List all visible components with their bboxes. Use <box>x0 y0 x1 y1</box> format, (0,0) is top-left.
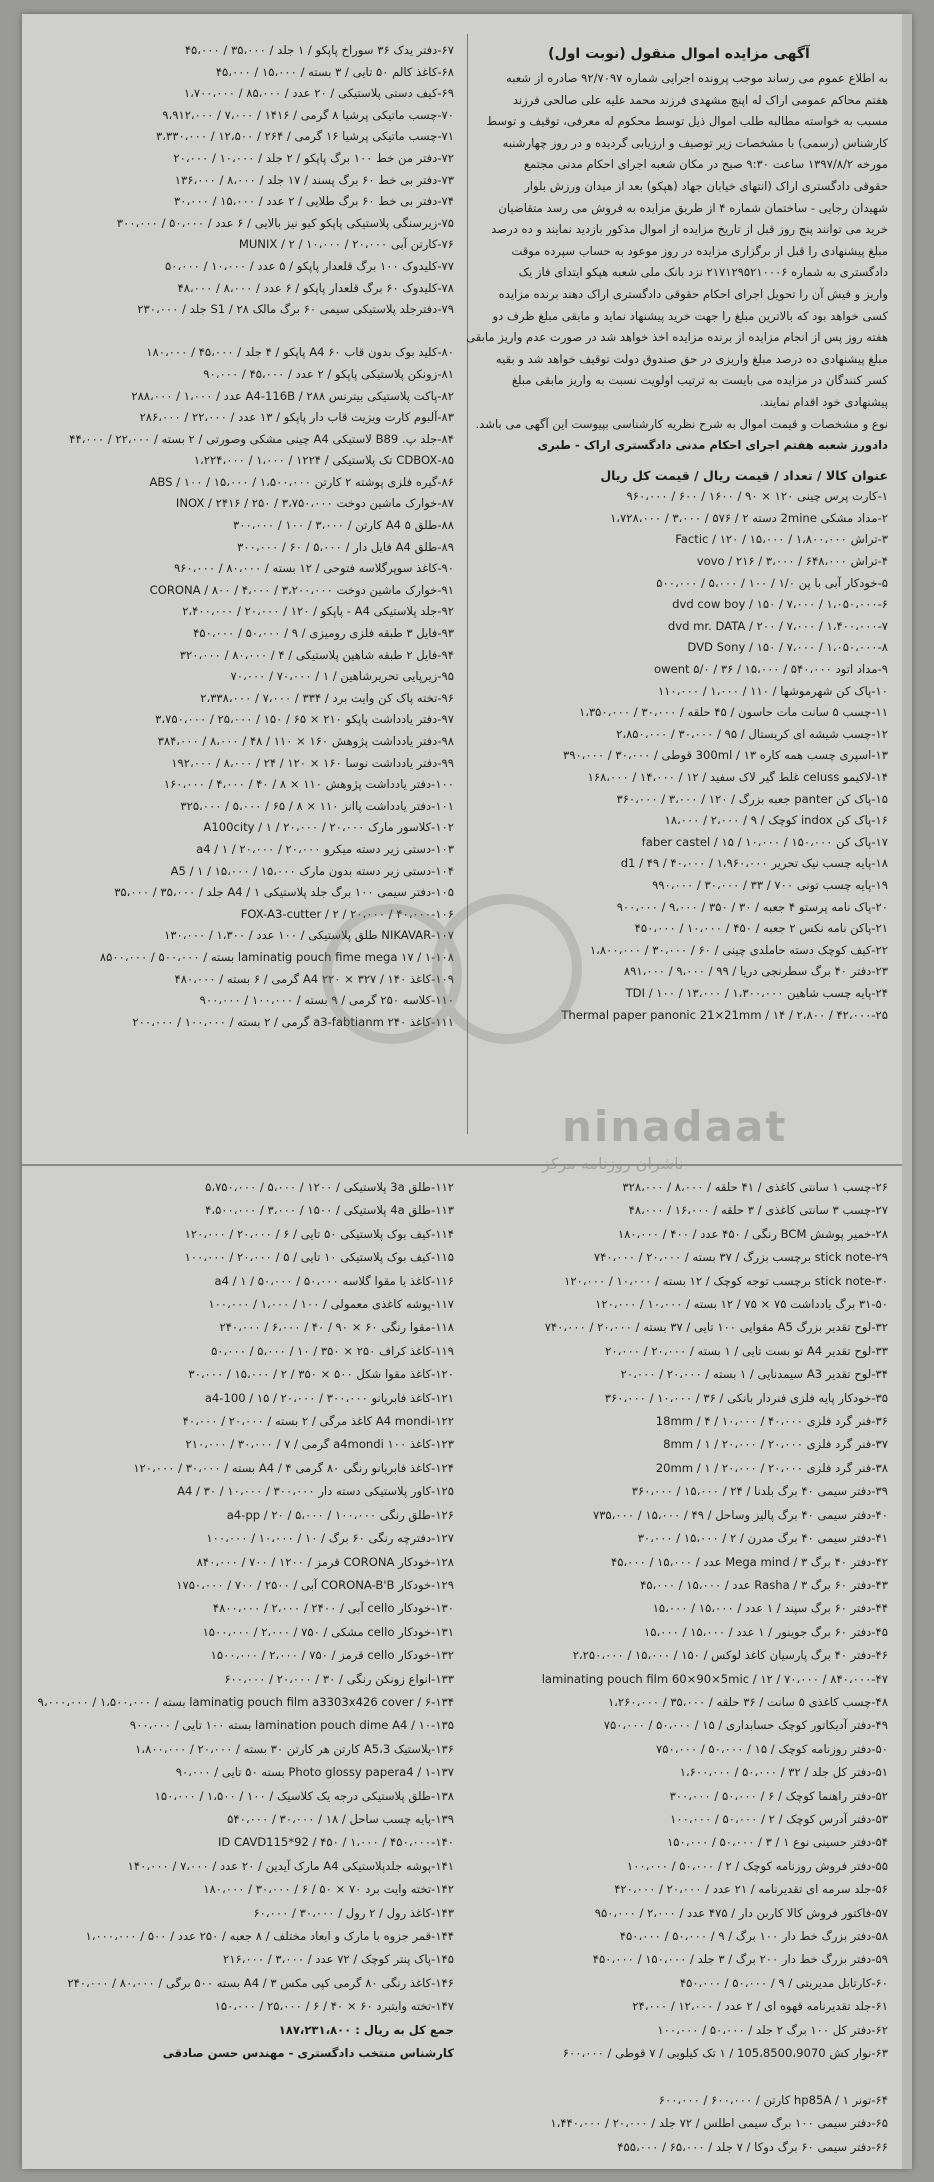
item-row: ۷-dvd mr. DATA / ۲۰۰ / ۷،۰۰۰ / ۱،۴۰۰،۰۰۰ <box>667 618 888 633</box>
notice-line: نوع و مشخصات و قیمت اموال به شرح نظریه کارشناسی بپیوست این آگهی می باشد. <box>475 416 888 431</box>
item-row: ۲۴-پایه چسب شاهین TDI / ۱۰۰ / ۱۳،۰۰۰ / ۱،۳۰۰،۰۰۰ <box>625 985 888 1000</box>
item-row: ۱۲۵-کاور پلاستیکی دسته دار A4 / ۳۰ / ۱۰،۰۰۰ / ۳۰۰،۰۰۰ <box>177 1484 454 1499</box>
item-row: ۱۵-پاک کن panter جعبه بزرگ / ۱۲۰ / ۳،۰۰۰ / ۳۶۰،۰۰۰ <box>616 791 888 806</box>
item-row: ۱۲۸-خودکار CORONA قرمز / ۱۲۰۰ / ۷۰۰ / ۸۴۰،۰۰۰ <box>196 1554 454 1569</box>
item-row: ۳۱-۵۰ برگ یادداشت ۷۵ × ۷۵ / ۱۲ بسته / ۱۰،۰۰۰ / ۱۲۰،۰۰۰ <box>595 1297 888 1312</box>
item-row: ۶۲-دفتر کل ۱۰۰ برگ ۲ جلد / ۵۰،۰۰۰ / ۱۰۰،۰۰۰ <box>657 2022 888 2037</box>
item-row: ۹۳-فایل ۳ طبقه فلزی رومیزی / ۹ / ۵۰،۰۰۰ / ۴۵۰،۰۰۰ <box>193 626 454 641</box>
item-row: ۳۳-لوح تقدیر A4 تو بست تایی / ۱ بسته / ۲۰،۰۰۰ / ۲۰،۰۰۰ <box>605 1343 888 1358</box>
item-row: ۲۶-چسب ۱ سانتی کاغذی / ۴۱ حلقه / ۸،۰۰۰ / ۳۲۸،۰۰۰ <box>622 1180 888 1194</box>
item-row: ۱۴۴-قمر جزوه با مارک و ابعاد مختلف / ۸ جعبه / ۲۵۰ عدد / ۵۰۰ / ۱،۰۰۰،۰۰۰ <box>85 1929 454 1943</box>
item-row: ۱۲۹-خودکار CORONA-B'B آبی / ۲۵۰۰ / ۷۰۰ / ۱۷۵۰،۰۰۰ <box>176 1577 454 1592</box>
notice-title: آگهی مزایده اموال منقول (نوبت اول) <box>548 46 810 62</box>
item-row: ۹۶-تخته پاک کن وایت برد / ۳۳۴ / ۷،۰۰۰ / ۲،۳۳۸،۰۰۰ <box>200 690 454 705</box>
item-row: ۸۶-گیره فلزی پوشته ۲ کارتن ABS / ۱۰۰ / ۱۵،۰۰۰ / ۱،۵۰۰،۰۰۰ <box>149 474 454 489</box>
notice-line: به اطلاع عموم می رساند موجب پرونده اجرایی شماره ۹۲/۷۰۹۷ صادره از شعبه <box>506 71 888 85</box>
notice-line: مسبب به خواسته مطالبه طلب اموال ذیل توسط محکوم له معرفی، توقیف و توسط <box>486 114 888 129</box>
item-row: ۲۸-خمیر پوشش BCM رنگی / ۴۵۰ عدد / ۴۰۰ / ۱۸۰،۰۰۰ <box>617 1226 888 1241</box>
item-row: ۱۰۷-NIKAVAR طلق پلاستیکی / ۱۰۰ عدد / ۱،۳۰۰ / ۱۳۰،۰۰۰ <box>164 928 454 943</box>
item-row: ۱۰۴-دستی زیر دسته بدون مارک A5 / ۱ / ۱۵،۰۰۰ / ۱۵،۰۰۰ <box>170 863 454 878</box>
item-row: ۱۴۰-ID CAVD115*92 / ۴۵۰ / ۱،۰۰۰ / ۴۵۰،۰۰۰ <box>218 1835 454 1850</box>
item-row: ۴-تراش vovo / ۲۱۶ / ۳،۰۰۰ / ۶۴۸،۰۰۰ <box>696 554 888 569</box>
item-row: ۹۰-کاغذ سوپرگلاسه فتوحی / ۱۲ بسته / ۸۰،۰۰۰ / ۹۶۰،۰۰۰ <box>173 561 454 576</box>
notice-line: مبلغ پیشنهادی ده درصد مبلغ واریزی در حق صندوق دولت توقیف خواهد شد و بقیه <box>495 351 888 366</box>
item-row: ۵-خودکار آبی با پن ۱/۰ / ۱۰۰ / ۵،۰۰۰ / ۵۰۰،۰۰۰ <box>656 575 888 590</box>
item-row: ۸۸-طلق A4 ۵ کارتن / ۳،۰۰۰ / ۱۰۰ / ۳۰۰،۰۰۰ <box>233 518 454 533</box>
item-row: ۱۱۹-کاغذ کراف ۲۵۰ × ۳۵۰ / ۱۰ / ۵،۰۰۰ / ۵۰،۰۰۰ <box>211 1343 454 1358</box>
item-row: ۱۰۳-دستی زیر دسته میکرو a4 / ۱ / ۲۰،۰۰۰ / ۲۰،۰۰۰ <box>196 841 454 856</box>
item-row <box>46 321 454 343</box>
watermark-subtext: ناشران روزنامه مرکز <box>542 1154 684 1173</box>
item-row: ۱۴-لاکیمو celuss غلط گیر لاک سفید / ۱۲ / ۱۴،۰۰۰ / ۱۶۸،۰۰۰ <box>587 770 888 784</box>
item-row: ۵۵-دفتر فروش روزنامه کوچک / ۲ / ۵۰،۰۰۰ / ۱۰۰،۰۰۰ <box>626 1858 888 1873</box>
notice-column <box>466 40 888 1026</box>
item-row: ۵۸-دفتر بزرگ خط دار ۱۰۰ برگ / ۹ / ۵۰،۰۰۰ / ۴۵۰،۰۰۰ <box>619 1929 888 1943</box>
item-row: ۱۳-اسپری چسب همه کاره 300ml / ۱۳ قوطی / ۳۰،۰۰۰ / ۳۹۰،۰۰۰ <box>563 748 888 763</box>
items-list-left-bottom <box>37 1176 454 2019</box>
item-row: ۵۰-دفتر روزنامه کوچک / ۱۵ / ۵۰،۰۰۰ / ۷۵۰،۰۰۰ <box>656 1741 888 1756</box>
item-row: ۴۴-دفتر ۶۰ برگ سپند / ۱ عدد / ۱۵،۰۰۰ / ۱۵،۰۰۰ <box>652 1601 888 1616</box>
notice-line: هفته روز پس از انجام مزایده از برنده مزایده اخذ خواهد شد در صورت عدم واریز مابقی <box>466 330 888 345</box>
item-row: ۸۴-جلد پ. B89 لاستیکی A4 چینی مشکی وصورتی / ۲ بسته / ۲۲،۰۰۰ / ۴۴،۰۰۰ <box>69 431 454 446</box>
item-row: ۲۱-پاکن نامه نکس ۲ جعبه / ۴۵۰ / ۱۰،۰۰۰ / ۴۵۰،۰۰۰ <box>634 921 888 936</box>
item-row: ۹۸-دفتر یادداشت پژوهش ۱۶۰ × ۱۱۰ / ۴۸ / ۸،۰۰۰ / ۳۸۴،۰۰۰ <box>157 734 454 748</box>
item-row: ۸۵-CDBOX تک پلاستیکی / ۱۲۲۴ / ۱،۰۰۰ / ۱،۲۲۴،۰۰۰ <box>193 453 454 468</box>
notice-body <box>466 68 888 435</box>
item-row: ۱۴۱-پوشه جلدپلاستیکی A4 مارک آیدین / ۲۰ عدد / ۷،۰۰۰ / ۱۴۰،۰۰۰ <box>127 1858 454 1873</box>
items-list-right-bottom <box>470 1176 888 2159</box>
item-row: ۳-تراش Factic / ۱۲۰ / ۱۵،۰۰۰ / ۱،۸۰۰،۰۰۰ <box>675 532 888 547</box>
item-row: ۳۸-فنر گرد فلزی 20mm / ۱ / ۲۰،۰۰۰ / ۲۰،۰۰۰ <box>655 1460 888 1475</box>
item-row: ۶۹-کیف دستی پلاستیکی / ۲۰ عدد / ۸۵،۰۰۰ / ۱،۷۰۰،۰۰۰ <box>183 86 454 101</box>
item-row: ۳۲-لوح تقدیر بزرگ A5 مقوایی ۱۰۰ تایی / ۳۷ بسته / ۲۰،۰۰۰ / ۷۴۰،۰۰۰ <box>544 1320 888 1335</box>
item-row: ۹۹-دفتر یادداشت نوسا ۱۶۰ × ۱۲۰ / ۲۴ / ۸،۰۰۰ / ۱۹۲،۰۰۰ <box>171 755 454 770</box>
item-row: ۱۱۳-طلق 4a پلاستیکی / ۱۵۰۰ / ۳،۰۰۰ / ۴،۵۰۰،۰۰۰ <box>205 1203 454 1218</box>
item-row: ۱۱۶-کاغذ یا مقوا گلاسه a4 / ۱ / ۵۰،۰۰۰ / ۵۰،۰۰۰ <box>214 1273 454 1288</box>
item-row: ۹۷-دفتر یادداشت پاپکو ۲۱۰ × ۶۵ / ۱۵۰ / ۲۵،۰۰۰ / ۳،۷۵۰،۰۰۰ <box>155 712 454 727</box>
item-row: ۱۲۰-کاغذ مقوا شکل ۵۰۰ × ۳۵۰ / ۲ / ۱۵،۰۰۰ / ۳۰،۰۰۰ <box>188 1367 454 1382</box>
item-row: ۱۰۶-FOX-A3-cutter / ۲ / ۲۰،۰۰۰ / ۴۰،۰۰۰ <box>240 906 454 921</box>
item-row: ۱۰۸-laminatig pouch fime mega ۱۷ / ۱ بسته / ۵۰۰،۰۰۰ / ۸۵۰۰،۰۰۰ <box>99 949 454 964</box>
item-row: ۱۳۷-Photo glossy papera4 / ۱ بسته ۵۰ تایی / ۹۰،۰۰۰ <box>175 1765 454 1780</box>
item-row: ۵۱-دفتر کل جلد / ۳۲ / ۵۰،۰۰۰ / ۱،۶۰۰،۰۰۰ <box>679 1765 888 1780</box>
item-row: ۱۱۱-کاغذ a3-fabtianm ۲۴۰ گرمی / ۲ بسته / ۱۰۰،۰۰۰ / ۲۰۰،۰۰۰ <box>132 1014 454 1029</box>
item-row: ۲۵-Thermal paper panonic 21×21mm / ۱۴ / ۲،۸۰۰ / ۴۲،۰۰۰ <box>561 1007 888 1022</box>
item-row: ۳۰-stick note برچسب توجه کوچک / ۱۲ بسته / ۱۰،۰۰۰ / ۱۲۰،۰۰۰ <box>564 1273 888 1288</box>
item-row: ۴۸-چسب کاغذی ۵ سانت / ۳۶ حلقه / ۳۵،۰۰۰ / ۱،۲۶۰،۰۰۰ <box>607 1694 888 1709</box>
item-row: ۱۰-پاک کن شهرموشها / ۱۱۰ / ۱،۰۰۰ / ۱۱۰،۰۰۰ <box>657 683 888 698</box>
item-row: ۱۱۲-طلق 3a پلاستیکی / ۱۲۰۰ / ۵،۰۰۰ / ۵،۷۵۰،۰۰۰ <box>205 1180 454 1194</box>
item-row: ۱۲۷-دفترچه رنگی ۶۰ برگ / ۱۰ / ۱۰،۰۰۰ / ۱۰۰،۰۰۰ <box>206 1531 454 1546</box>
notice-line: واریز و فیش آن را تحویل اجرای احکام حقوقی دادگستری اراک دهند برنده مزایده <box>498 286 888 301</box>
items-column-right-bottom <box>470 1176 888 2159</box>
item-row: ۱۷-پاک کن faber castel / ۱۵ / ۱۰،۰۰۰ / ۱۵۰،۰۰۰ <box>641 834 888 849</box>
item-row: ۸۲-پاکت پلاستیکی بیترنس A4-116B / ۲۸۸ عدد / ۱،۰۰۰ / ۲۸۸،۰۰۰ <box>131 388 454 403</box>
item-row: ۱۰۱-دفتر یادداشت پاانز ۱۱۰ × ۸ / ۶۵ / ۵،۰۰۰ / ۳۲۵،۰۰۰ <box>180 798 454 813</box>
item-row: ۱۴۷-تخته وایتبرد ۶۰ × ۴۰ / ۶ / ۲۵،۰۰۰ / ۱۵۰،۰۰۰ <box>214 1999 454 2014</box>
item-row: ۴۹-دفتر آدیکاتور کوچک حسابداری / ۱۵ / ۵۰،۰۰۰ / ۷۵۰،۰۰۰ <box>603 1718 888 1733</box>
total-amount: جمع کل به ریال : ۱۸۷،۲۳۱،۸۰۰ <box>278 2022 454 2037</box>
item-row: ۲۹-stick note برچسب بزرگ / ۳۷ بسته / ۲۰،۰۰۰ / ۷۴۰،۰۰۰ <box>593 1250 888 1265</box>
item-row: ۶۳-نوار کش 105،8500،9070 / ۱ تک کیلویی / ۷ قوطی / ۶۰۰،۰۰۰ <box>562 2046 888 2061</box>
item-row: ۲۲-کیف کوچک دسته حاملدی چینی / ۶۰ / ۳۰،۰۰۰ / ۱،۸۰۰،۰۰۰ <box>589 942 888 957</box>
item-row: ۱۳۸-طلق پلاستیکی درجه یک کلاسیک / ۱۰۰ / ۱،۵۰۰ / ۱۵۰،۰۰۰ <box>154 1788 454 1803</box>
item-row: ۳۵-خودکار پایه فلزی فنردار بانکی / ۳۶ / ۱۰،۰۰۰ / ۳۶۰،۰۰۰ <box>604 1390 888 1405</box>
item-row: ۷۹-دفترجلد پلاستیکی سیمی ۶۰ برگ مالک S1 / ۲۸ جلد / ۲۳۰،۰۰۰ <box>137 302 454 317</box>
item-row: ۳۶-فنر گرد فلزی 18mm / ۴ / ۱۰،۰۰۰ / ۴۰،۰۰۰ <box>655 1414 888 1429</box>
item-row: ۵۴-دفتر حسینی نوع ۱ / ۳ / ۵۰،۰۰۰ / ۱۵۰،۰۰۰ <box>667 1835 888 1850</box>
notice-line: حقوقی دادگستری اراک (انتهای خیابان جهاد (هپکو) بعد از میدان ورزش بلوار <box>524 178 888 193</box>
item-row: ۱۲۲-A4 mondi کاغذ مرگی / ۲ بسته / ۲۰،۰۰۰ / ۴۰،۰۰۰ <box>182 1414 454 1429</box>
item-row: ۱۸-پایه چسب نیک تحریر d1 / ۴۹ / ۴۰،۰۰۰ / ۱،۹۶۰،۰۰۰ <box>620 856 888 871</box>
item-row: ۷۰-چسب ماتیکی پرشیا ۸ گرمی / ۱۴۱۶ / ۷،۰۰۰ / ۹،۹۱۲،۰۰۰ <box>162 107 454 122</box>
item-row: ۹۴-فایل ۲ طبقه شاهین پلاستیکی / ۴ / ۸۰،۰۰۰ / ۳۲۰،۰۰۰ <box>179 647 454 662</box>
item-row: ۲۷-چسب ۳ سانتی کاغذی / ۳ حلقه / ۱۶،۰۰۰ / ۴۸،۰۰۰ <box>628 1203 888 1218</box>
item-row: ۴۷-laminating pouch film 60×90×5mic / ۱۲ / ۷۰،۰۰۰ / ۸۴۰،۰۰۰ <box>541 1671 888 1686</box>
notice-line: کارشناس (رسمی) با مشخصات زیر توصیف و ارزیابی گردیده و در روز چهارشنبه <box>502 135 888 150</box>
item-row: ۱۰۰-دفتر یادداشت پژوهش ۱۱۰ × ۸ / ۴۰ / ۴،۰۰۰ / ۱۶۰،۰۰۰ <box>163 777 454 792</box>
item-row: ۹۲-جلد پلاستیکی A4 - پاپکو / ۱۲۰ / ۲۰،۰۰۰ / ۲،۴۰۰،۰۰۰ <box>182 604 454 619</box>
item-row: ۸۳-آلبوم کارت ویزیت قاب دار پاپکو / ۱۳ عدد / ۲۲،۰۰۰ / ۲۸۶،۰۰۰ <box>139 410 454 425</box>
item-row: ۸۷-خوارک ماشین دوخت INOX / ۲۴۱۶ / ۲۵۰ / ۳،۷۵۰،۰۰۰ <box>175 496 454 511</box>
item-row: ۱۴۲-تخته وایت برد ۷۰ × ۵۰ / ۶ / ۳۰،۰۰۰ / ۱۸۰،۰۰۰ <box>203 1882 454 1897</box>
item-row: ۸۱-زونکن پلاستیکی پاپکو / ۲ عدد / ۴۵،۰۰۰ / ۹۰،۰۰۰ <box>203 366 454 381</box>
item-row: ۹۱-خوارک ماشین دوخت CORONA / ۸۰۰ / ۴،۰۰۰ / ۳،۲۰۰،۰۰۰ <box>149 582 454 597</box>
item-row: ۳۹-دفتر سیمی ۴۰ برگ بلدنا / ۲۴ / ۱۵،۰۰۰ / ۳۶۰،۰۰۰ <box>631 1484 888 1499</box>
item-row: ۵۲-دفتر راهنما کوچک / ۶ / ۵۰،۰۰۰ / ۳۰۰،۰۰۰ <box>669 1788 888 1803</box>
item-row: ۴۳-دفتر ۶۰ برگ Rasha / ۳ عدد / ۱۵،۰۰۰ / ۴۵،۰۰۰ <box>640 1577 888 1592</box>
item-row: ۱۱-چسب ۵ سانت مات حاسون / ۴۵ حلقه / ۳۰،۰۰۰ / ۱،۳۵۰،۰۰۰ <box>578 705 888 720</box>
item-row: ۷۷-کلیدوک ۱۰۰ برگ قلعدار پاپکو / ۵ عدد / ۱۰،۰۰۰ / ۵۰،۰۰۰ <box>165 258 454 273</box>
item-row: ۶۰-کارتابل مدیریتی / ۹ / ۵۰،۰۰۰ / ۴۵۰،۰۰۰ <box>679 1975 888 1990</box>
item-row: ۵۹-دفتر بزرگ خط دار ۲۰۰ برگ / ۳ جلد / ۱۵۰،۰۰۰ / ۴۵۰،۰۰۰ <box>592 1952 888 1967</box>
item-row: ۵۶-جلد سرمه ای تقدیرنامه / ۲۱ عدد / ۲۰،۰۰۰ / ۴۲۰،۰۰۰ <box>614 1882 888 1897</box>
item-row: ۶۷-دفتر یدک ۳۶ سوراخ پاپکو / ۱ جلد / ۳۵،۰۰۰ / ۴۵،۰۰۰ <box>184 43 454 57</box>
item-row: ۴۰-دفتر سیمی ۴۰ برگ پالیز وساحل / ۴۹ / ۱۵،۰۰۰ / ۷۳۵،۰۰۰ <box>592 1507 888 1522</box>
notice-line: شهیدان رجایی - ساختمان شماره ۴ از طریق مزایده به فروش می رسد متقاضیان <box>498 200 888 215</box>
lower-section <box>22 1164 912 2166</box>
item-row: ۵۷-فاکتور فروش کالا کاربن دار / ۴۷۵ عدد / ۲،۰۰۰ / ۹۵۰،۰۰۰ <box>594 1905 888 1920</box>
item-row <box>470 2065 888 2088</box>
item-row: ۴۶-دفتر ۴۰ برگ پارسیان کاغذ لوکس / ۱۵۰ / ۱۵،۰۰۰ / ۲،۲۵۰،۰۰۰ <box>572 1648 888 1663</box>
item-row: ۱۱۴-کیف بوک پلاستیکی ۵۰ تایی / ۶ / ۲۰،۰۰۰ / ۱۲۰،۰۰۰ <box>184 1226 454 1241</box>
item-row: ۷۶-کارتن آبی MUNIX / ۲ / ۱۰،۰۰۰ / ۲۰،۰۰۰ <box>238 237 454 252</box>
item-row: ۱۴۵-پاک پنتر کوچک / ۷۲ عدد / ۳،۰۰۰ / ۲۱۶،۰۰۰ <box>223 1952 454 1967</box>
item-row: ۸۰-کلید بوک بدون قاب A4 ۶۰ پاپکو / ۴ جلد / ۴۵،۰۰۰ / ۱۸۰،۰۰۰ <box>146 345 454 360</box>
item-row: ۱۹-پایه چسب تونی ۷۰۰ / ۳۳ / ۳۰،۰۰۰ / ۹۹۰،۰۰۰ <box>652 877 888 892</box>
item-row: ۶۱-جلد تقدیرنامه قهوه ای / ۲ عدد / ۱۲،۰۰۰ / ۲۴،۰۰۰ <box>632 1999 888 2014</box>
item-row: ۱۴۳-کاغذ رول / ۲ رول / ۳۰،۰۰۰ / ۶۰،۰۰۰ <box>253 1905 454 1920</box>
notice-line: خرید می توانند پنج روز قبل از تاریخ مزایده از اموال مذکور بازدید نمایند و ده درصد <box>491 222 888 237</box>
item-row: ۲۳-دفتر ۴۰ برگ سطرنجی دریا / ۹۹ / ۹،۰۰۰ / ۸۹۱،۰۰۰ <box>623 964 888 979</box>
notice-line: مورخه ۱۳۹۷/۸/۲ ساعت ۹:۳۰ صبح در مکان شعبه اجرای احکام مدنی مجتمع <box>523 157 888 172</box>
notice-line: مبلغ پیشنهادی را قبل از برگزاری مزایده در روز موعود به حساب سپرده موقت <box>511 243 888 258</box>
item-row: ۸۹-طلق A4 فایل دار / ۵،۰۰۰ / ۶۰ / ۳۰۰،۰۰۰ <box>237 539 454 554</box>
notice-office: دادورز شعبه هفتم اجرای احکام مدنی دادگستری اراک - طبری <box>537 438 888 453</box>
item-row: ۱۲۴-کاغذ فابریانو رنگی ۸۰ گرمی A4 / ۴ بسته / ۳۰،۰۰۰ / ۱۲۰،۰۰۰ <box>133 1460 454 1475</box>
item-row: ۱۱۸-مقوا رنگی ۶۰ × ۹۰ / ۴۰ / ۶،۰۰۰ / ۲۴۰،۰۰۰ <box>219 1320 454 1335</box>
item-row: ۴۱-دفتر سیمی ۴۰ برگ مدرن / ۲ / ۱۵،۰۰۰ / ۳۰،۰۰۰ <box>637 1531 888 1546</box>
item-row: ۱۳۰-خودکار cello آبی / ۲۴۰۰ / ۲،۰۰۰ / ۴۸۰۰،۰۰۰ <box>212 1601 454 1616</box>
notice-line: کسر کنندگان در مزایده می بایست به ترتیب اولویت نسبت به واریز مابقی مبلغ <box>511 373 888 388</box>
item-row: ۷۱-چسب ماتیکی پرشیا ۱۶ گرمی / ۲۶۴ / ۱۲،۵۰۰ / ۳،۳۳۰،۰۰۰ <box>156 129 454 144</box>
item-row: ۱۲۱-کاغذ فابریانو a4-100 / ۱۵ / ۲۰،۰۰۰ / ۳۰۰،۰۰۰ <box>204 1390 454 1405</box>
item-row: ۱۱۵-کیف بوک پلاستیکی ۱۰ تایی / ۵ / ۲۰،۰۰۰ / ۱۰۰،۰۰۰ <box>184 1250 454 1265</box>
item-row: ۱۲۳-کاغذ a4mondi ۱۰۰ گرمی / ۷ / ۳۰،۰۰۰ / ۲۱۰،۰۰۰ <box>185 1437 454 1452</box>
item-row: ۲۰-پاک نامه پرستو ۴ جعبه / ۳۰ / ۳۵۰ / ۹،۰۰۰ / ۹۰۰،۰۰۰ <box>616 899 888 914</box>
item-row: ۱۳۵-lamination pouch dime A4 / ۱۰ بسته ۱۰۰ تایی / ۹۰۰،۰۰۰ <box>129 1718 454 1733</box>
notice-line: کسی خواهد بود که بالاترین مبلغ را جهت خرید پیشنهاد نماید و مابقی مبلغ ظرف دو <box>492 308 888 323</box>
item-row: ۷۳-دفتر بی خط ۶۰ برگ پسند / ۱۷ جلد / ۸،۰۰۰ / ۱۳۶،۰۰۰ <box>174 172 454 187</box>
item-row: ۱۳۹-پایه چسب ساحل / ۱۸ / ۳۰،۰۰۰ / ۵۴۰،۰۰۰ <box>227 1811 454 1826</box>
table-header: عنوان کالا / تعداد / قیمت ریال / قیمت کل ریال <box>600 467 888 483</box>
item-row: ۱۶-پاک کن indox کوچک / ۹ / ۲،۰۰۰ / ۱۸،۰۰۰ <box>664 813 888 828</box>
item-row: ۱۲-چسب شیشه ای کریستال / ۹۵ / ۳۰،۰۰۰ / ۲،۸۵۰،۰۰۰ <box>616 726 888 741</box>
item-row: ۱۱۰-کلاسه ۲۵۰ گرمی / ۹ بسته / ۱۰۰،۰۰۰ / ۹۰۰،۰۰۰ <box>199 993 454 1008</box>
item-row: ۳۷-فنر گرد فلزی 8mm / ۱ / ۲۰،۰۰۰ / ۲۰،۰۰۰ <box>663 1437 888 1452</box>
item-row: ۱۱۷-پوشه کاغذی معمولی / ۱۰۰ / ۱،۰۰۰ / ۱۰۰،۰۰۰ <box>208 1297 454 1312</box>
expert-signature: کارشناس منتخب دادگستری - مهندس حسن صادقی <box>162 2046 454 2061</box>
item-row: ۱۳۱-خودکار cello مشکی / ۷۵۰ / ۲،۰۰۰ / ۱۵۰۰،۰۰۰ <box>202 1624 454 1639</box>
item-row: ۵۳-دفتر آدرس کوچک / ۲ / ۵۰،۰۰۰ / ۱۰۰،۰۰۰ <box>670 1811 888 1826</box>
item-row: ۱۳۶-پلاستیک A5،3 کارتن هر کارتن ۳۰ بسته / ۲۰،۰۰۰ / ۱،۸۰۰،۰۰۰ <box>135 1741 454 1756</box>
item-row: ۱۰۵-دفتر سیمی ۱۰۰ برگ جلد پلاستیکی A4 / ۱ جلد / ۳۵،۰۰۰ / ۳۵،۰۰۰ <box>114 885 454 900</box>
item-row: ۷۴-دفتر بی خط ۶۰ برگ طلایی / ۲ عدد / ۱۵،۰۰۰ / ۳۰،۰۰۰ <box>174 194 454 209</box>
newspaper-clipping <box>22 14 912 2169</box>
item-row: ۱۳۳-انواع زونکن رنگی / ۳۰ / ۲۰،۰۰۰ / ۶۰۰،۰۰۰ <box>224 1671 454 1686</box>
paper-edge <box>902 14 912 2169</box>
item-row: ۶۵-دفتر سیمی ۱۰۰ برگ سیمی اطلس / ۷۲ جلد / ۲۰،۰۰۰ / ۱،۴۴۰،۰۰۰ <box>550 2116 888 2131</box>
item-row: ۷۵-زیرسنگی پلاستیکی پاپکو کیو نیز بالایی / ۶ عدد / ۵۰،۰۰۰ / ۳۰۰،۰۰۰ <box>116 215 454 230</box>
items-column-left-bottom <box>37 1176 454 2065</box>
watermark-seal <box>322 884 742 1084</box>
item-row: ۷۲-دفتر من خط ۱۰۰ برگ پاپکو / ۲ جلد / ۱۰،۰۰۰ / ۲۰،۰۰۰ <box>173 150 454 165</box>
item-row: ۸-DVD Sony / ۱۵۰ / ۷،۰۰۰ / ۱،۰۵۰،۰۰۰ <box>687 640 888 655</box>
item-row: ۶۸-کاغذ کالم ۵۰ تایی / ۳ بسته / ۱۵،۰۰۰ / ۴۵،۰۰۰ <box>215 64 454 79</box>
notice-line: پیشنهادی خود اقدام نمایند. <box>759 394 888 409</box>
item-row: ۲-مداد مشکی 2mine دسته ۲ / ۵۷۶ / ۳،۰۰۰ / ۱،۷۲۸،۰۰۰ <box>610 510 888 525</box>
item-row: ۴۵-دفتر ۶۰ برگ جوینور / ۱ عدد / ۱۵،۰۰۰ / ۱۵،۰۰۰ <box>644 1624 888 1639</box>
item-row: ۱۳۲-خودکار cello قرمز / ۷۵۰ / ۲،۰۰۰ / ۱۵۰۰،۰۰۰ <box>210 1648 454 1663</box>
item-row: ۳۴-لوح تقدیر A3 سیمدنایی / ۱ بسته / ۲۰،۰۰۰ / ۲۰،۰۰۰ <box>620 1367 888 1382</box>
item-row: ۹-مداد اتود owent ۵/۰ / ۳۶ / ۱۵،۰۰۰ / ۵۴۰،۰۰۰ <box>654 662 888 677</box>
notice-line: هفتم محاکم عمومی اراک له اپنچ مشهدی فرزند محمد علیه علی صالحی فرزند <box>512 92 888 107</box>
item-row: ۷۸-کلیدوک ۶۰ برگ قلعدار پاپکو / ۶ عدد / ۸،۰۰۰ / ۴۸،۰۰۰ <box>177 280 454 295</box>
item-row: ۴۲-دفتر ۴۰ برگ Mega mind / ۳ عدد / ۱۵،۰۰۰ / ۴۵،۰۰۰ <box>610 1554 888 1569</box>
item-row: ۱۳۴-laminatig pouch film a3303x426 cover / ۶ بسته / ۱،۵۰۰،۰۰۰ / ۹،۰۰۰،۰۰۰ <box>37 1694 454 1709</box>
item-row: ۶۶-دفتر سیمی ۶۰ برگ دوکا / ۷ جلد / ۶۵،۰۰۰ / ۴۵۵،۰۰۰ <box>617 2139 888 2154</box>
item-row: ۱۴۶-کاغذ رنگی ۸۰ گرمی کپی مکس A4 / ۳ بسته ۵۰۰ برگی / ۸۰،۰۰۰ / ۲۴۰،۰۰۰ <box>67 1975 454 1990</box>
item-row: ۱۲۶-طلق رنگی a4-pp / ۲۰ / ۵،۰۰۰ / ۱۰۰،۰۰۰ <box>226 1507 454 1522</box>
watermark-logo-text: ninadaat <box>562 1102 788 1151</box>
item-row: ۶۴-تونر hp85A / ۱ کارتن / ۶۰۰،۰۰۰ / ۶۰۰،۰۰۰ <box>658 2092 888 2107</box>
item-row: ۱۰۹-کاغذ A4 ۲۲۰ × ۳۲۷ / ۱۴۰ گرمی / ۶ بسته / ۴۸۰،۰۰۰ <box>174 971 454 986</box>
item-row: ۹۵-زیرپایی تحریرشاهین / ۱ / ۷۰،۰۰۰ / ۷۰،۰۰۰ <box>230 669 454 684</box>
item-row: ۱-کارت پرس چینی ۱۲۰ × ۹۰ / ۱۶۰۰ / ۶۰۰ / ۹۶۰،۰۰۰ <box>626 489 888 504</box>
item-row: ۶-dvd cow boy / ۱۵۰ / ۷،۰۰۰ / ۱،۰۵۰،۰۰۰ <box>672 597 888 612</box>
notice-line: دادگستری به شماره ۲۱۷۱۲۹۵۲۱۰۰۰۶ نزد بانک ملی شعبه هپکو ایتدای فاز یک <box>518 265 888 280</box>
item-row: ۱۰۲-کلاسور مارک A100city / ۱ / ۲۰،۰۰۰ / ۲۰،۰۰۰ <box>203 820 454 835</box>
